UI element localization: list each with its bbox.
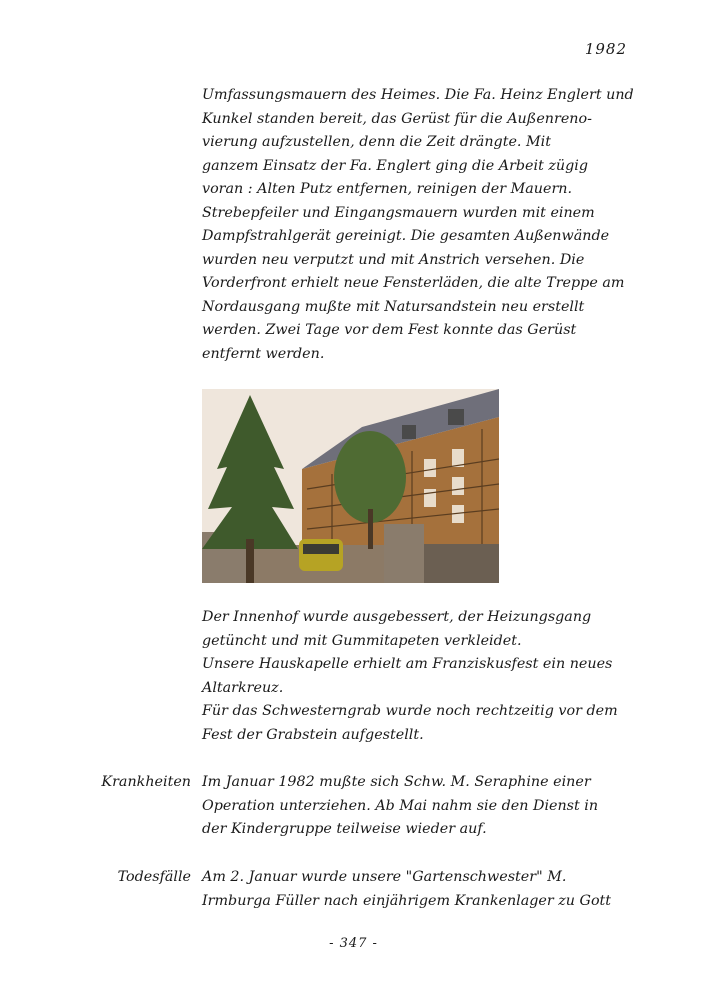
text-line: Am 2. Januar wurde unsere "Gartenschwester" M.	[202, 869, 567, 885]
year-header: 1982	[584, 40, 627, 58]
text-line: Umfassungsmauern des Heimes. Die Fa. Heinz Englert und	[202, 87, 634, 103]
text-line: Dampfstrahlgerät gereinigt. Die gesamten Außenwände	[202, 228, 610, 244]
paragraph-interior	[202, 606, 627, 747]
text-line: Kunkel standen bereit, das Gerüst für die Außenreno-	[202, 110, 592, 127]
text-line: Für das Schwesterngrab wurde noch rechtzeitig vor dem	[202, 703, 618, 719]
text-line: werden. Zwei Tage vor dem Fest konnte das Gerüst	[202, 322, 577, 338]
text-line: Strebepfeiler und Eingangsmauern wurden mit einem	[202, 204, 595, 221]
text-line: Vorderfront erhielt neue Fensterläden, die alte Treppe am	[202, 275, 625, 291]
text-line: Irmburga Füller nach einjährigem Krankenlager zu Gott	[202, 892, 612, 909]
section-label-krankheiten: Krankheiten	[101, 774, 191, 790]
section-label-todesfaelle: Todesfälle	[117, 869, 191, 885]
text-line: der Kindergruppe teilweise wieder auf.	[202, 821, 487, 837]
text-line: Operation unterziehen. Ab Mai nahm sie den Dienst in	[202, 797, 599, 814]
text-line: Fest der Grabstein aufgestellt.	[202, 726, 424, 743]
text-line: ganzem Einsatz der Fa. Englert ging die Arbeit zügig	[202, 157, 588, 174]
text-line: Unsere Hauskapelle erhielt am Franziskusfest ein neues	[202, 656, 613, 672]
text-line: Altarkreuz.	[202, 679, 284, 696]
text-line: wurden neu verputzt und mit Anstrich versehen. Die	[202, 251, 585, 268]
paragraph-renovation	[202, 84, 634, 366]
paragraph-krankheiten	[202, 771, 627, 842]
text-line: getüncht und mit Gummitapeten verkleidet.	[202, 632, 522, 649]
text-line: voran : Alten Putz entfernen, reinigen der Mauern.	[202, 181, 573, 197]
building-photo	[202, 389, 499, 583]
paragraph-todesfaelle	[202, 866, 627, 913]
text-line: entfernt werden.	[202, 345, 325, 362]
page-number: - 347 -	[329, 936, 378, 951]
text-line: Der Innenhof wurde ausgebessert, der Heizungsgang	[202, 609, 592, 625]
text-line: Im Januar 1982 mußte sich Schw. M. Seraphine einer	[202, 774, 591, 790]
text-line: vierung aufzustellen, denn die Zeit drängte. Mit	[202, 134, 551, 150]
text-line: Nordausgang mußte mit Natursandstein neu erstellt	[202, 298, 585, 315]
